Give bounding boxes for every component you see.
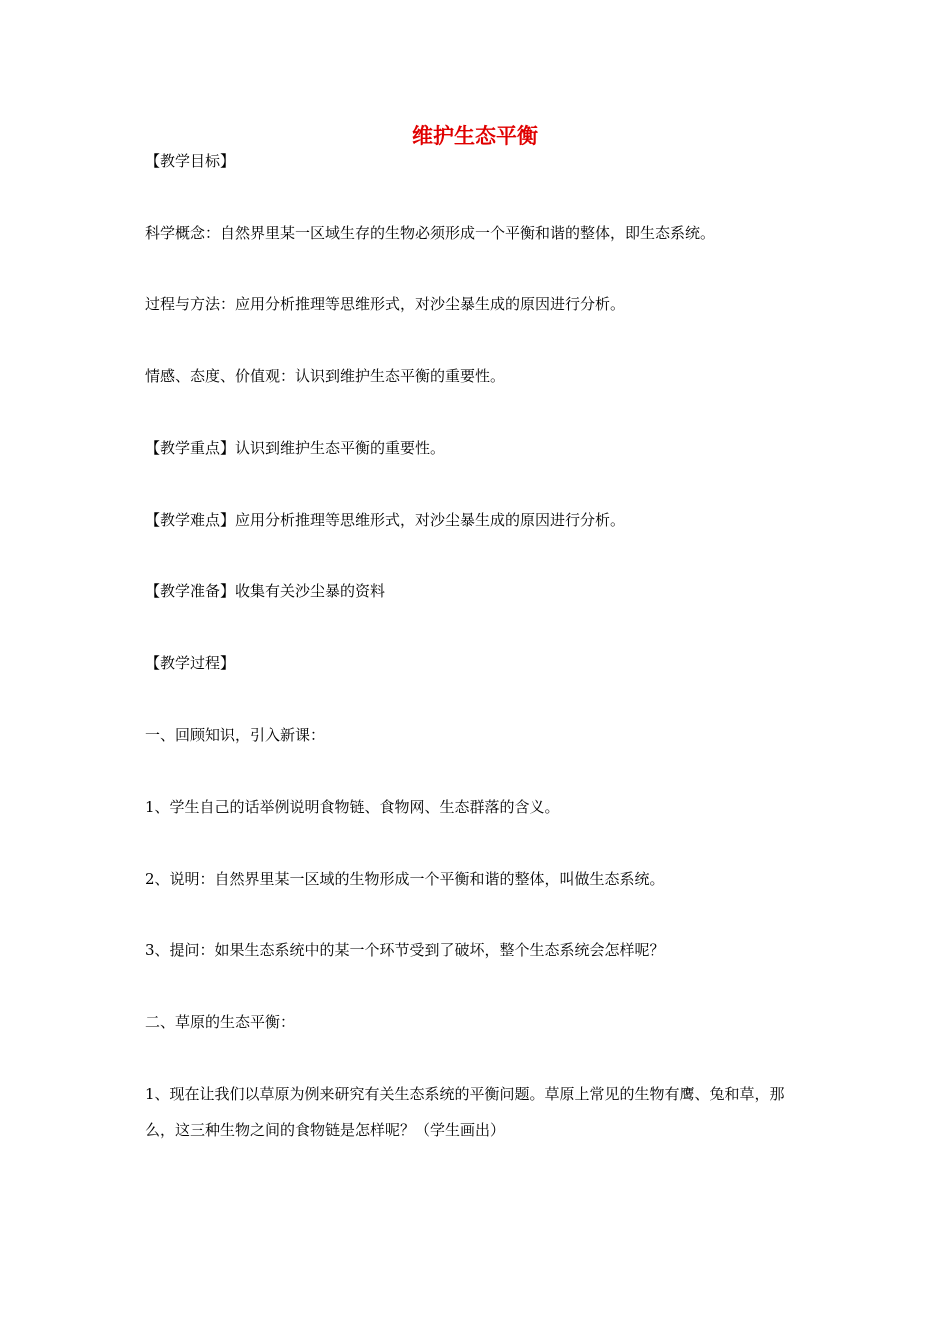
objective-process-method: 过程与方法：应用分析推理等思维形式，对沙尘暴生成的原因进行分析。 — [145, 295, 626, 313]
difficulty: 【教学难点】应用分析推理等思维形式，对沙尘暴生成的原因进行分析。 — [145, 511, 626, 529]
objective-attitude: 情感、态度、价值观：认识到维护生态平衡的重要性。 — [145, 367, 506, 385]
key-point: 【教学重点】认识到维护生态平衡的重要性。 — [145, 439, 446, 457]
objectives-heading: 【教学目标】 — [145, 152, 236, 170]
section-1-item-1: 1、学生自己的话举例说明食物链、食物网、生态群落的含义。 — [145, 798, 560, 816]
section-1-item-3: 3、提问：如果生态系统中的某一个环节受到了破坏，整个生态系统会怎样呢？ — [145, 941, 665, 959]
objective-concept: 科学概念：自然界里某一区域生存的生物必须形成一个平衡和谐的整体，即生态系统。 — [145, 224, 716, 242]
document-title: 维护生态平衡 — [412, 124, 538, 148]
section-2-item-1: 1、现在让我们以草原为例来研究有关生态系统的平衡问题。草原上常见的生物有鹰、兔和草，那么，这三种生物之间的食物链是怎样呢？（学生画出） — [145, 1085, 785, 1139]
process-heading: 【教学过程】 — [145, 654, 236, 672]
section-2-heading: 二、草原的生态平衡： — [145, 1013, 296, 1031]
preparation: 【教学准备】收集有关沙尘暴的资料 — [145, 582, 386, 600]
section-1-item-2: 2、说明：自然界里某一区域的生物形成一个平衡和谐的整体，叫做生态系统。 — [145, 870, 665, 888]
section-1-heading: 一、回顾知识，引入新课： — [145, 726, 326, 744]
